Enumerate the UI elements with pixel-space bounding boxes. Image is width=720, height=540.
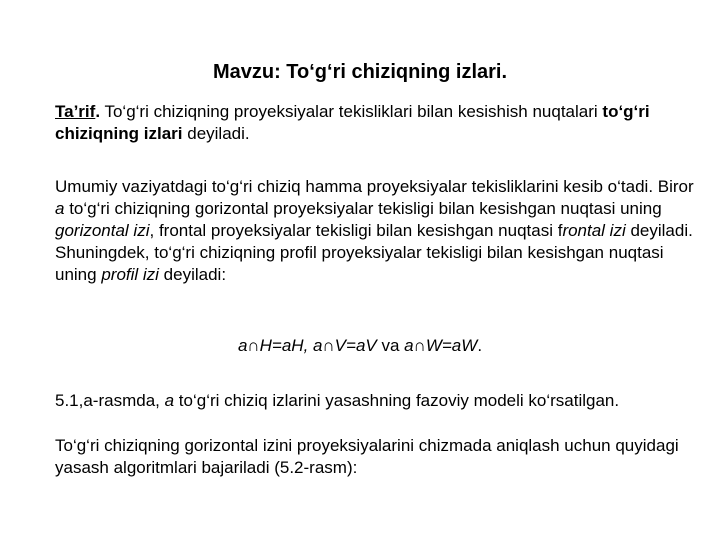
gp-italic-profile-trace: profil izi <box>101 265 159 284</box>
gp-text-1: Umumiy vaziyatdagi to‘g‘ri chiziq hamma proyeksiyalar tekisliklarini kesib o‘tadi. Biror <box>55 177 694 196</box>
definition-paragraph <box>55 101 695 145</box>
gp-italic-horizontal-trace: gorizontal izi <box>55 221 150 240</box>
algorithm-text: To‘g‘ri chiziqning gorizontal izini proyeksiyalarini chizmada aniqlash uchun quyidagi yasash algoritmlari bajariladi (5.2-rasm): <box>55 436 679 477</box>
fig-text-1: 5.1,a-rasmda, <box>55 391 165 410</box>
gp-text-4: deyiladi. Shuningdek, to‘g‘ri chiziqning profil proyeksiyalar tekisligi bilan kesishgan nuqtasi uning <box>55 221 693 284</box>
fig-italic-a: a <box>164 391 175 410</box>
formula-end: . <box>477 336 483 355</box>
definition-text-2: deyiladi. <box>182 124 250 143</box>
gp-italic-frontal-trace: rontal izi <box>562 221 626 240</box>
algorithm-paragraph <box>55 435 695 479</box>
definition-term: Ta’rif <box>55 102 96 121</box>
definition-text-1: To‘g‘ri chiziqning proyeksiyalar tekisliklari bilan kesishish nuqtalari <box>100 102 603 121</box>
definition-dot: . <box>95 102 101 121</box>
formula-part-1: a∩H=aH, a∩V=aV <box>237 336 377 355</box>
gp-italic-a: a <box>55 199 65 218</box>
gp-text-5: deyiladi: <box>158 265 227 284</box>
slide-title: Mavzu: To‘g‘ri chiziqning izlari. <box>212 61 508 83</box>
formula-connector: va <box>376 336 405 355</box>
general-position-paragraph <box>55 176 695 286</box>
figure-reference-paragraph <box>55 390 695 412</box>
gp-text-3: , frontal proyeksiyalar tekisligi bilan kesishgan nuqtasi f <box>149 221 563 240</box>
gp-text-2: to‘g‘ri chiziqning gorizontal proyeksiyalar tekisligi bilan kesishgan nuqtasi uning <box>64 199 662 218</box>
formula-part-2: a∩W=aW <box>404 336 478 355</box>
formula-line <box>0 335 720 357</box>
fig-text-2: to‘g‘ri chiziq izlarini yasashning fazoviy modeli ko‘rsatilgan. <box>174 391 620 410</box>
definition-bold-term: to‘g‘ri chiziqning izlari <box>55 102 650 143</box>
